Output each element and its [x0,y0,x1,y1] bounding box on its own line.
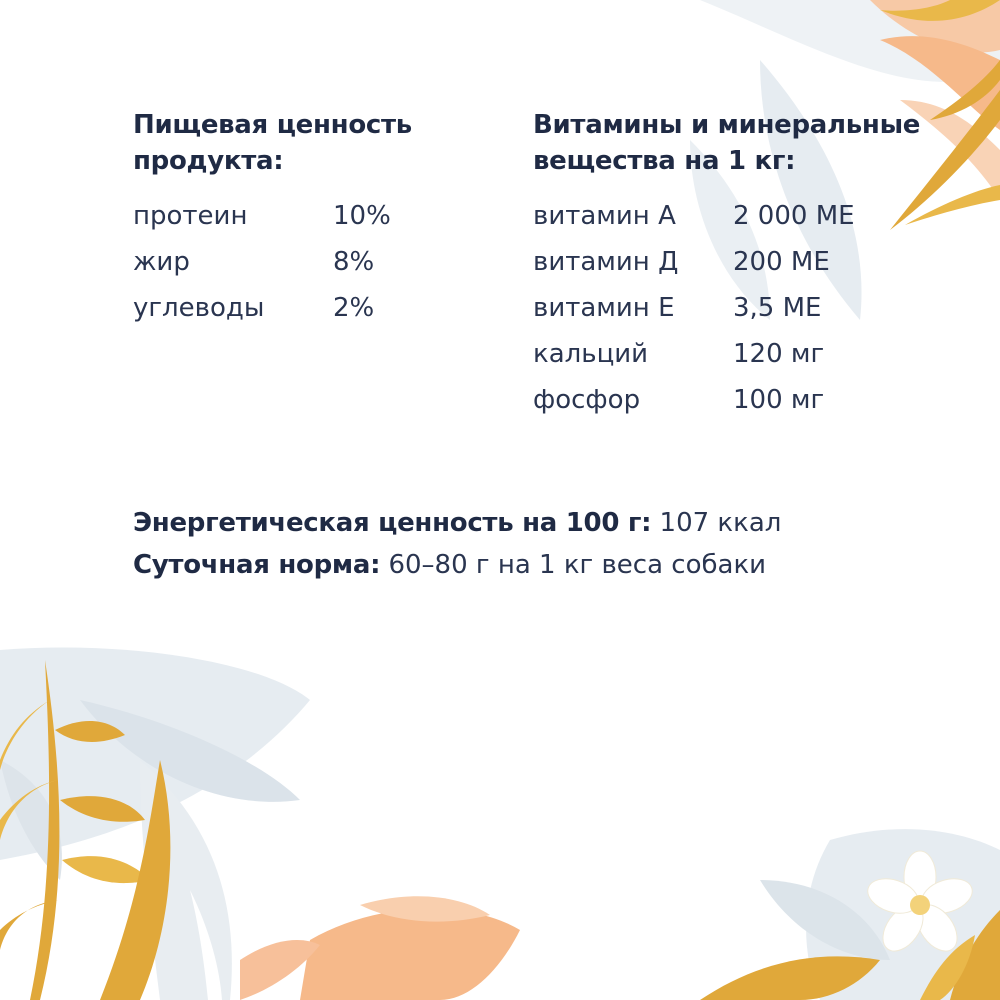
vitamin-value: 200 МЕ [733,247,830,277]
vitamin-name: витамин Е [533,293,675,323]
nutrient-name: протеин [133,201,248,231]
nutrition-table [133,193,391,331]
table-row [533,377,855,423]
table-row [133,193,391,239]
nutrient-value: 2% [333,293,375,323]
table-row [533,193,855,239]
energy-value-line [133,505,781,541]
daily-norm-label: Суточная норма: [133,550,381,580]
nutrient-name: углеводы [133,293,265,323]
table-row [533,331,855,377]
vitamins-heading: Витамины и минеральные вещества на 1 кг: [533,110,921,176]
table-row [133,285,391,331]
vitamin-value: 100 мг [733,385,825,415]
table-row [533,239,855,285]
nutrient-value: 8% [333,247,375,277]
daily-norm-value: 60–80 г на 1 кг веса собаки [388,550,767,580]
nutrition-heading: Пищевая ценность продукта: [133,110,412,176]
vitamin-value: 2 000 МЕ [733,201,855,231]
daily-norm-line [133,547,766,583]
vitamin-name: фосфор [533,385,641,415]
vitamin-value: 120 мг [733,339,825,369]
table-row [133,239,391,285]
energy-label: Энергетическая ценность на 100 г: [133,508,652,538]
nutrient-name: жир [133,247,190,277]
vitamin-name: кальций [533,339,649,369]
energy-value: 107 ккал [659,508,782,538]
vitamin-name: витамин А [533,201,676,231]
vitamins-table [533,193,855,423]
table-row [533,285,855,331]
vitamin-value: 3,5 МЕ [733,293,822,323]
vitamin-name: витамин Д [533,247,679,277]
nutrient-value: 10% [333,201,391,231]
